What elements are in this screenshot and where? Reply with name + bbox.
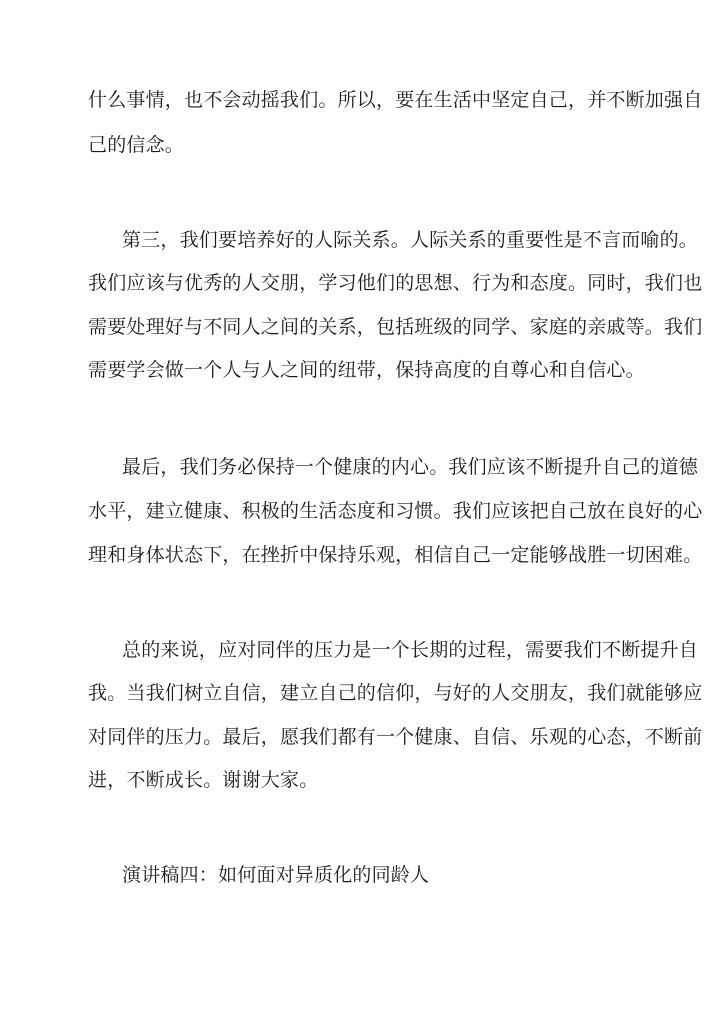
paragraph-line: 进，不断成长。谢谢大家。 <box>88 769 319 791</box>
paragraph-line: 对同伴的压力。最后，愿我们都有一个健康、自信、乐观的心态，不断前 <box>88 726 703 748</box>
paragraph-line: 需要学会做一个人与人之间的纽带，保持高度的自尊心和自信心。 <box>88 359 645 381</box>
paragraph-line: 我们应该与优秀的人交朋，学习他们的思想、行为和态度。同时，我们也 <box>88 272 703 294</box>
paragraph-line: 己的信念。 <box>88 134 185 156</box>
section-heading: 演讲稿四：如何面对异质化的同龄人 <box>122 864 430 886</box>
paragraph-line: 什么事情，也不会动摇我们。所以，要在生活中坚定自己，并不断加强自 <box>88 89 703 111</box>
paragraph-line: 总的来说，应对同伴的压力是一个长期的过程，需要我们不断提升自 <box>122 639 699 661</box>
paragraph-line: 水平，建立健康、积极的生活态度和习惯。我们应该把自己放在良好的心 <box>88 500 703 522</box>
paragraph-line: 理和身体状态下，在挫折中保持乐观，相信自己一定能够战胜一切困难。 <box>88 544 703 566</box>
paragraph-line: 最后，我们务必保持一个健康的内心。我们应该不断提升自己的道德 <box>122 456 699 478</box>
paragraph-line: 第三，我们要培养好的人际关系。人际关系的重要性是不言而喻的。 <box>122 229 699 251</box>
paragraph-line: 我。当我们树立自信，建立自己的信仰，与好的人交朋友，我们就能够应 <box>88 682 703 704</box>
paragraph-line: 需要处理好与不同人之间的关系，包括班级的同学、家庭的亲戚等。我们 <box>88 316 703 338</box>
